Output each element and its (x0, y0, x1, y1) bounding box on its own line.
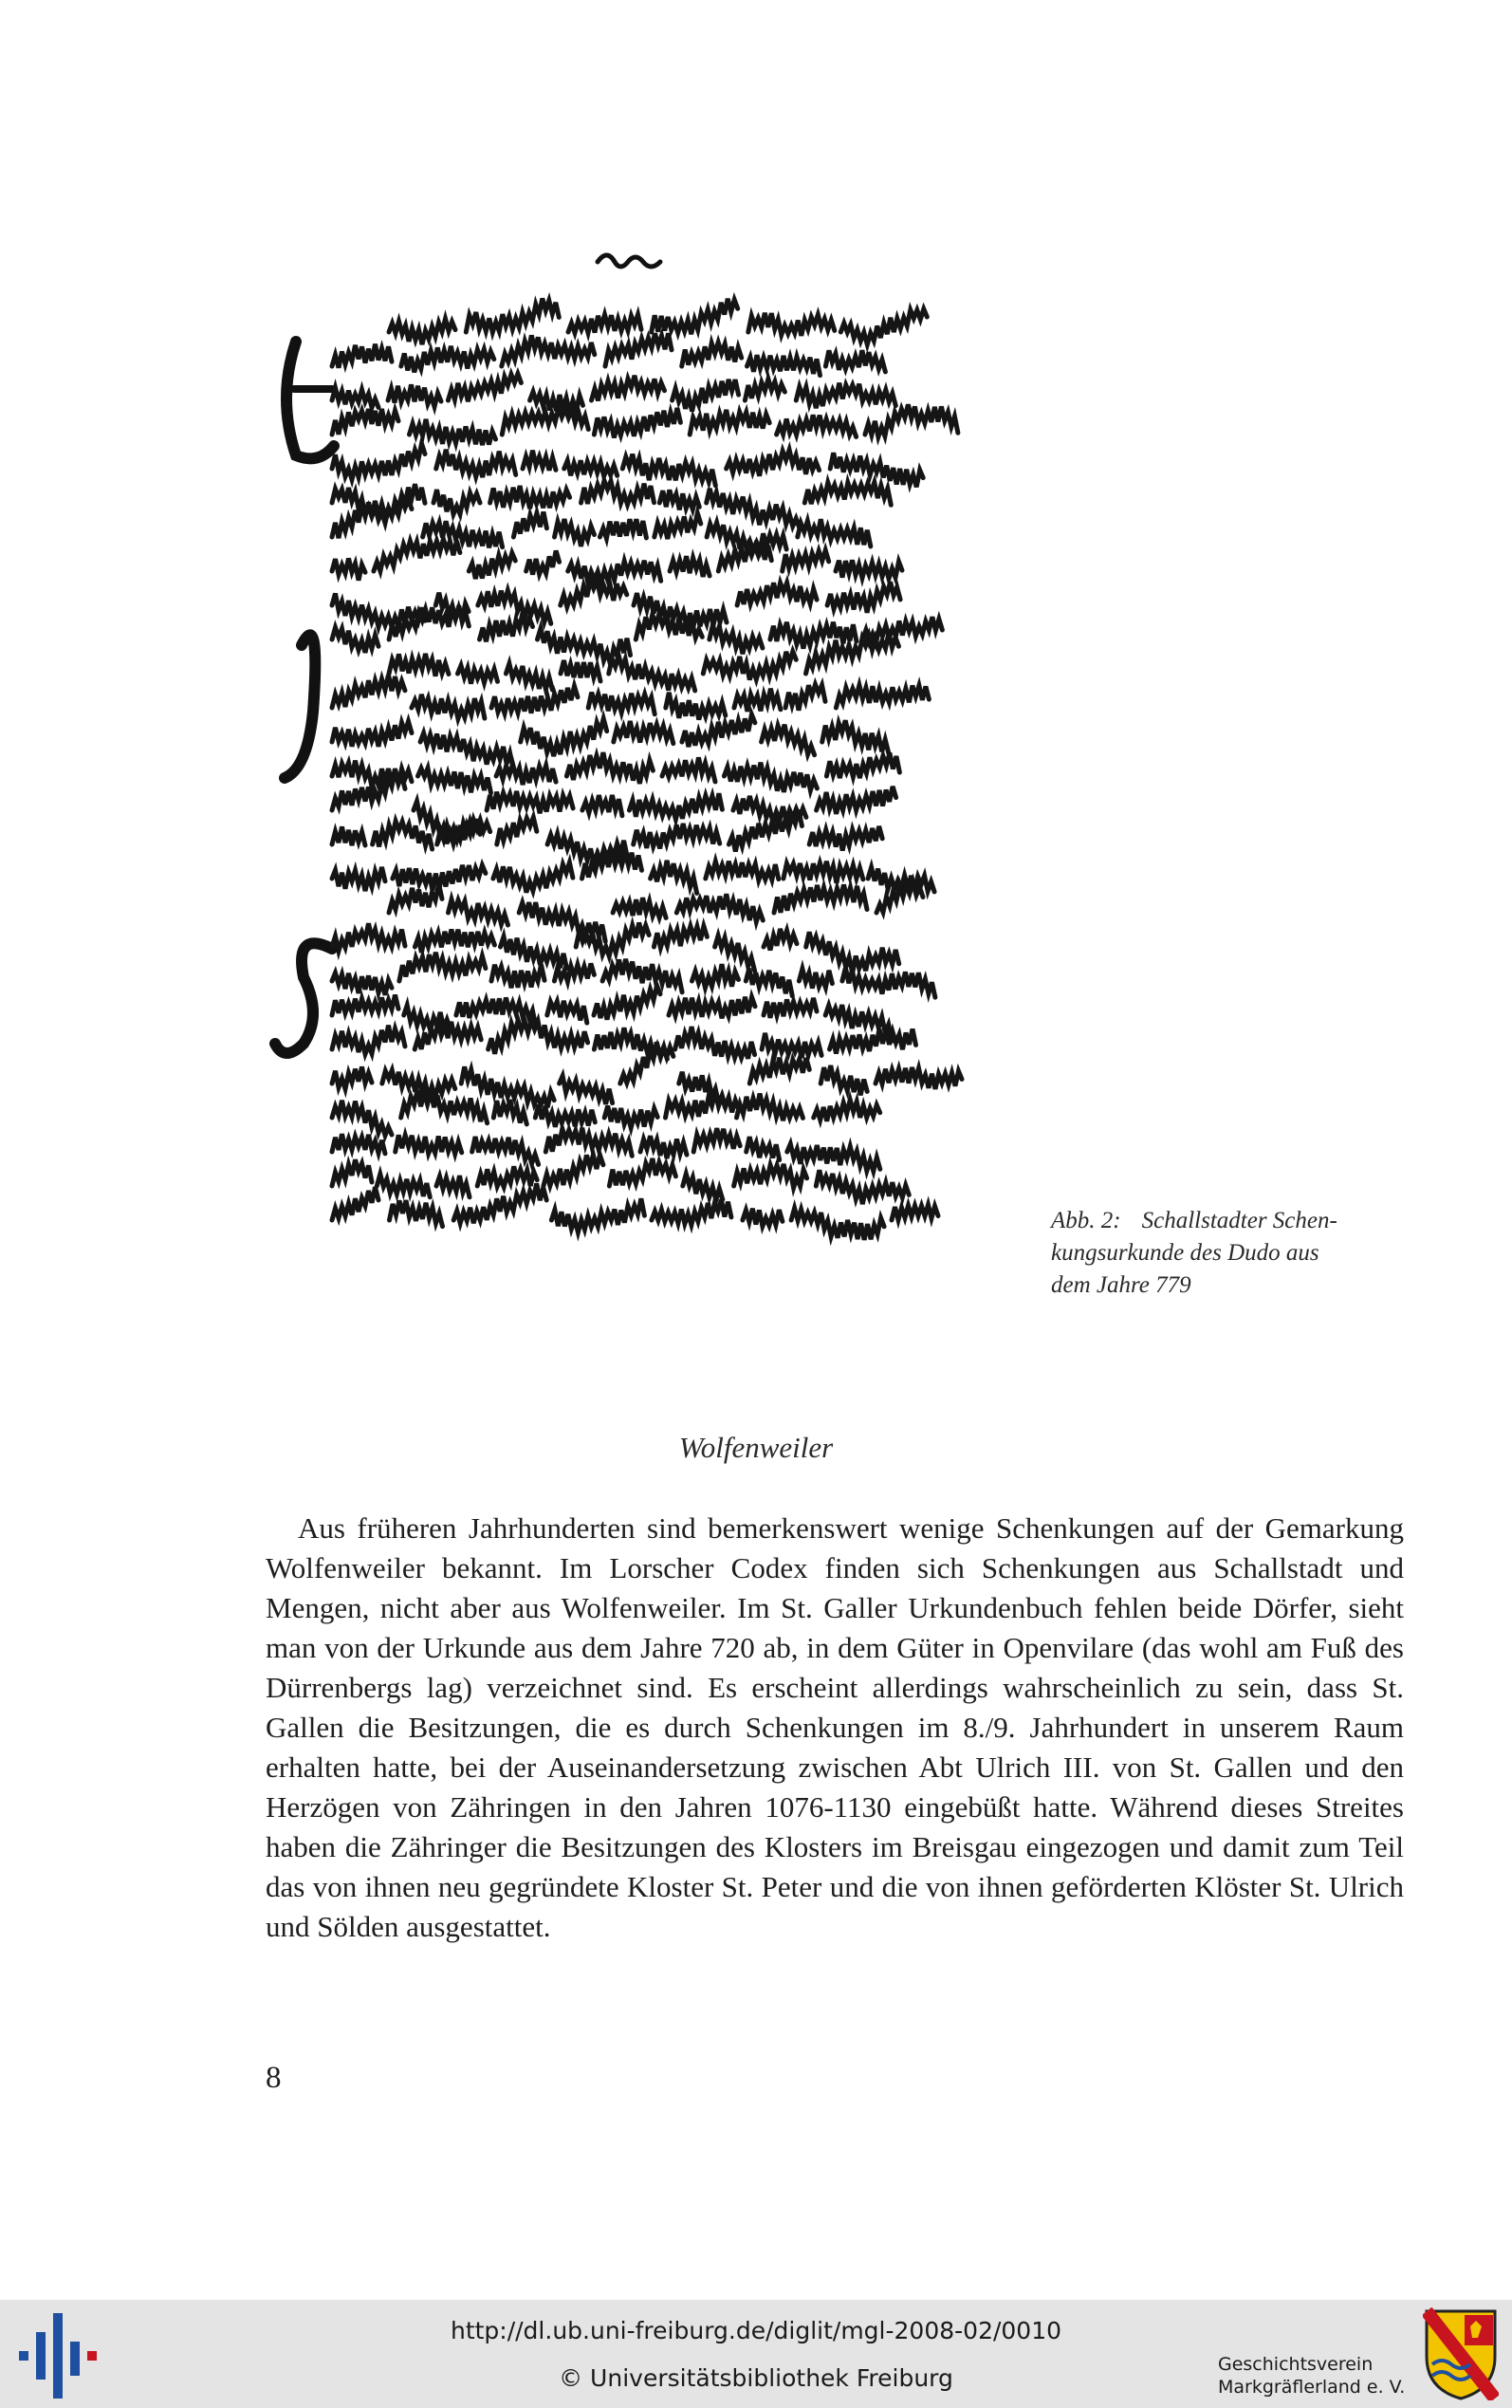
footer-bar (0, 2300, 1512, 2408)
society-name (1218, 2353, 1405, 2399)
section-heading: Wolfenweiler (678, 1431, 834, 1464)
society-line-1: Geschichtsverein (1218, 2354, 1374, 2375)
figure-label: Abb. 2: (1051, 1208, 1121, 1233)
footer-copyright: © Universitätsbibliothek Freiburg (559, 2364, 953, 2392)
coat-of-arms-icon (1423, 2307, 1499, 2400)
manuscript-image (266, 228, 1053, 1290)
footer-url-link[interactable]: http://dl.ub.uni-freiburg.de/diglit/mgl-2008-02/0010 (450, 2317, 1062, 2344)
caption-line-2: kungsurkunde des Dudo aus (1051, 1240, 1319, 1266)
caption-line-3: dem Jahre 779 (1051, 1272, 1191, 1298)
caption-line-1: Schallstadter Schen- (1141, 1208, 1337, 1233)
page-number: 8 (266, 2061, 282, 2095)
society-line-2: Markgräflerland e. V. (1218, 2377, 1406, 2398)
paragraph: Aus früheren Jahrhunderten sind bemerkenswert wenige Schenkungen auf der Gemarkung Wolfenweiler bekannt. Im Lorscher Codex finden sich Schenkungen aus Schallstadt und Mengen, nicht aber aus Wolfenweiler. Im St. Galler Urkundenbuch fehlen beide Dörfer, sieht man von der Urkunde aus dem Jahre 720 ab, in dem Güter in Openvilare (das wohl am Fuß des Dürrenbergs lag) verzeichnet sind. Es erscheint allerdings wahrscheinlich zu sein, dass St. Gallen die Besitzungen, die es durch Schenkungen im 8./9. Jahrhundert in unserem Raum erhalten hatte, bei der Auseinandersetzung zwischen Abt Ulrich III. von St. Gallen und den Herzögen von Zähringen in den Jahren 1076-1130 eingebüßt hatte. Während dieses Streites haben die Zähringer die Besitzungen des Klosters im Breisgau eingezogen und damit zum Teil das von ihnen neu gegründete Kloster St. Peter und die von ihnen geförderten Klöster St. Ulrich und Sölden ausgestattet. (266, 1511, 1404, 1943)
body-text (266, 1509, 1404, 1947)
figure-caption (1051, 1205, 1402, 1302)
